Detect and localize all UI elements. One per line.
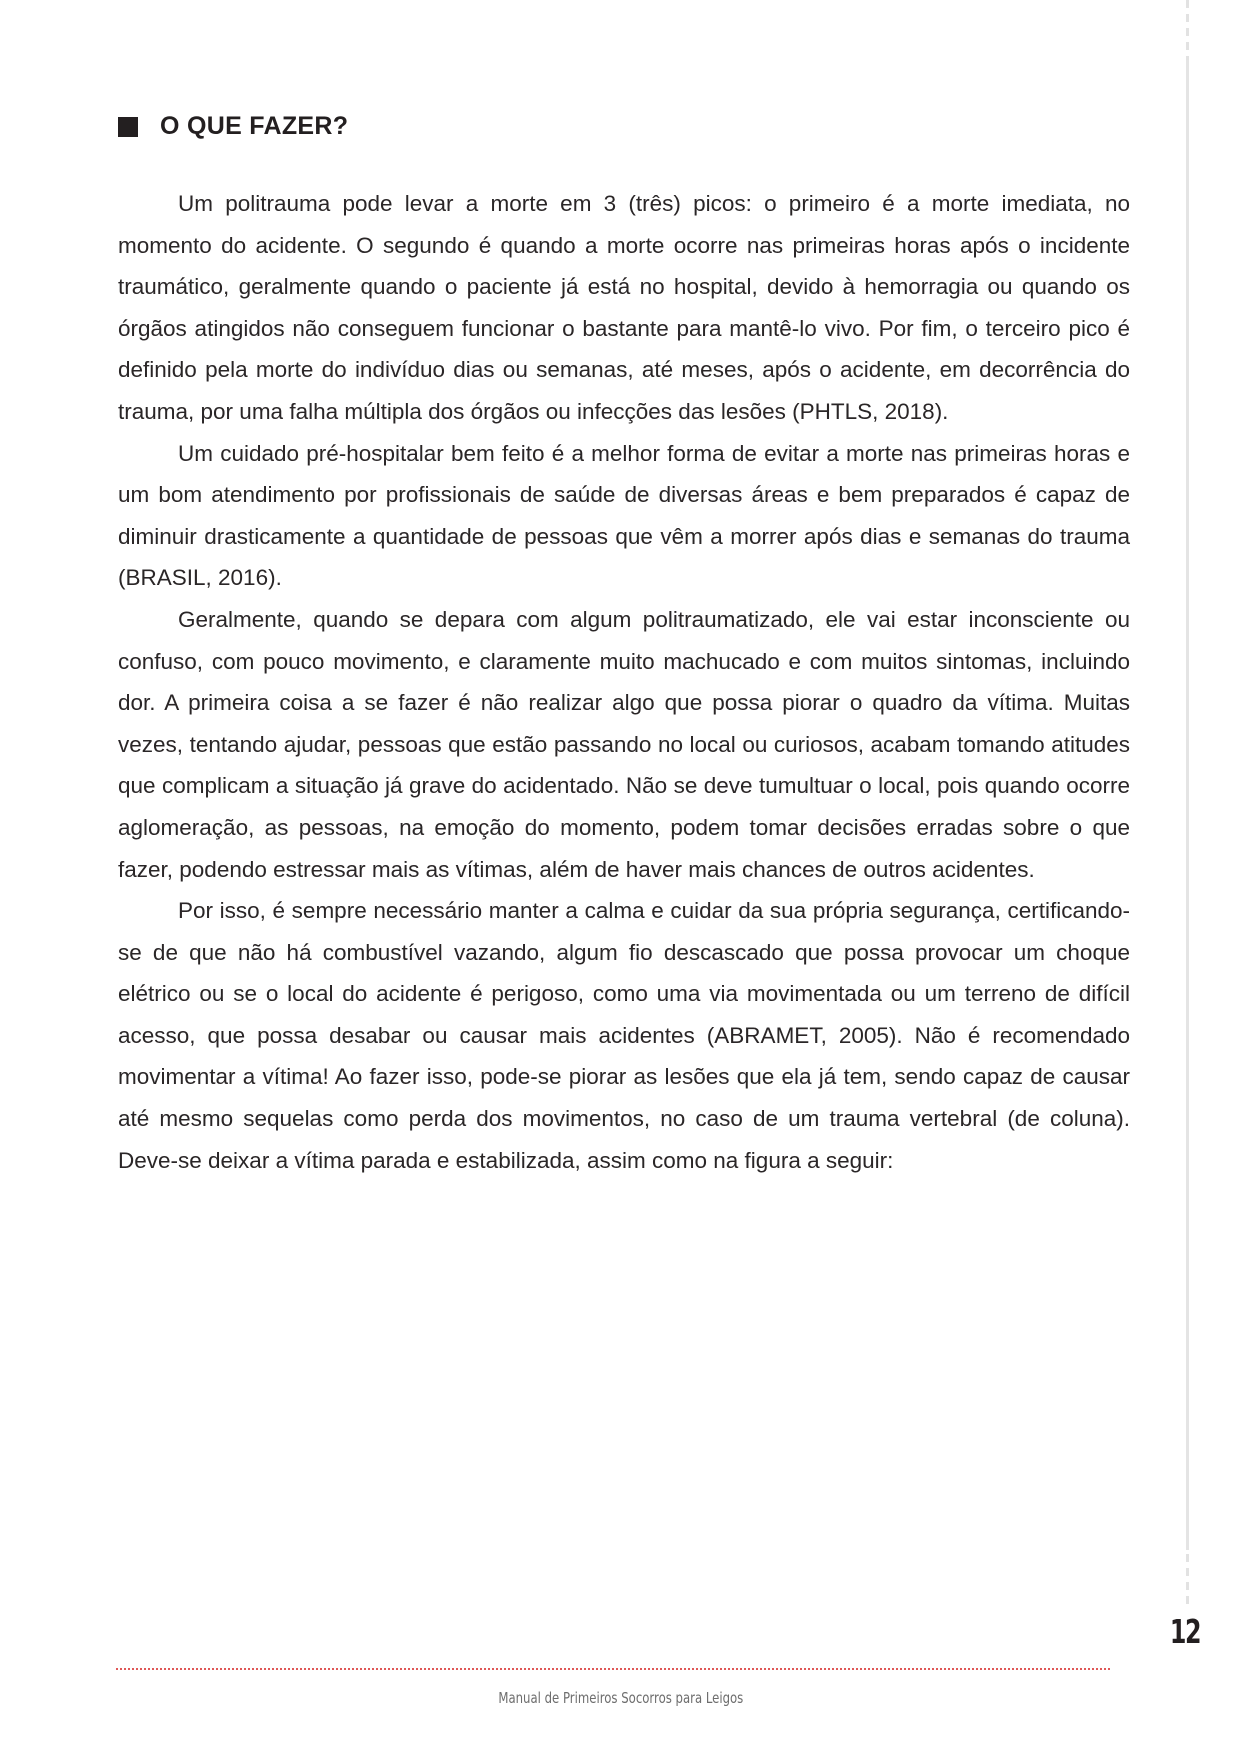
body-text [118, 183, 1130, 1181]
section-title: O QUE FAZER? [160, 112, 349, 140]
page-edge-rule [1186, 60, 1189, 1550]
footer-dotted-rule [116, 1668, 1110, 1670]
square-bullet-icon [118, 117, 138, 137]
paragraph-1: Um politrauma pode levar a morte em 3 (três) picos: o primeiro é a morte imediata, no momento do acidente. O segundo é quando a morte ocorre nas primeiras horas após o incidente traumático, geralmente quando o paciente já está no hospital, devido à hemorragia ou quando os órgãos atingidos não conseguem funcionar o bastante para mantê-lo vivo. Por fim, o terceiro pico é definido pela morte do indivíduo dias ou semanas, até meses, após o acidente, em decorrência do trauma, por uma falha múltipla dos órgãos ou infecções das lesões (PHTLS, 2018). [118, 191, 1130, 424]
section-heading [118, 112, 348, 141]
paragraph-2: Um cuidado pré-hospitalar bem feito é a melhor forma de evitar a morte nas primeiras horas e um bom atendimento por profissionais de saúde de diversas áreas e bem preparados é capaz de diminuir drasticamente a quantidade de pessoas que vêm a morrer após dias e semanas do trauma (BRASIL, 2016). [118, 440, 1130, 591]
page-number: 12 [1169, 1612, 1201, 1651]
paragraph-3: Geralmente, quando se depara com algum politraumatizado, ele vai estar inconsciente ou confuso, com pouco movimento, e claramente muito machucado e com muitos sintomas, incluindo dor. A primeira coisa a se fazer é não realizar algo que possa piorar o quadro da vítima. Muitas vezes, tentando ajudar, pessoas que estão passando no local ou curiosos, acabam tomando atitudes que complicam a situação já grave do acidentado. Não se deve tumultuar o local, pois quando ocorre aglomeração, as pessoas, na emoção do momento, podem tomar decisões erradas sobre o que fazer, podendo estressar mais as vítimas, além de haver mais chances de outros acidentes. [118, 606, 1130, 882]
paragraph-4: Por isso, é sempre necessário manter a calma e cuidar da sua própria segurança, certificando-se de que não há combustível vazando, algum fio descascado que possa provocar um choque elétrico ou se o local do acidente é perigoso, como uma via movimentada ou um terreno de difícil acesso, que possa desabar ou causar mais acidentes (ABRAMET, 2005). Não é recomendado movimentar a vítima! Ao fazer isso, pode-se piorar as lesões que ela já tem, sendo capaz de causar até mesmo sequelas como perda dos movimentos, no caso de um trauma vertebral (de coluna). Deve-se deixar a vítima parada e estabilizada, assim como na figura a seguir: [118, 898, 1130, 1173]
footer-title: Manual de Primeiros Socorros para Leigos [498, 1689, 744, 1707]
